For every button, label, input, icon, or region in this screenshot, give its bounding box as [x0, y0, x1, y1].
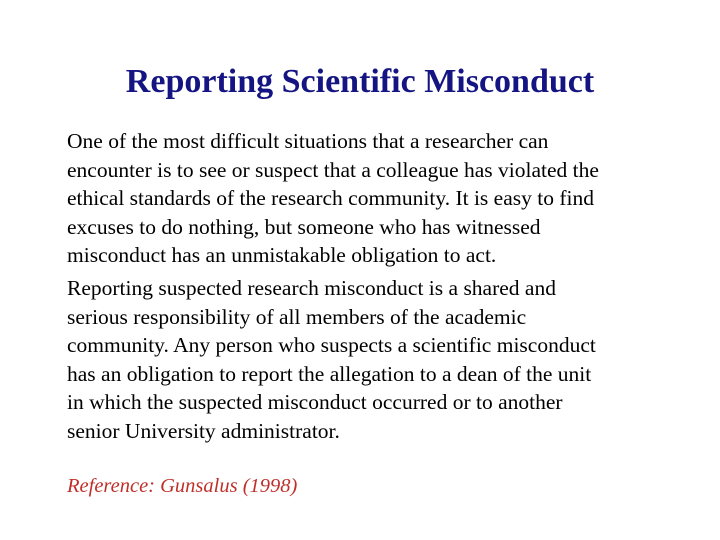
- slide-body: [67, 127, 687, 446]
- paragraph-2: [67, 274, 687, 446]
- paragraph-line: ethical standards of the research community. It is easy to find: [67, 186, 594, 211]
- paragraph-line: misconduct has an unmistakable obligation to act.: [67, 243, 497, 268]
- paragraph-line: in which the suspected misconduct occurred or to another: [67, 390, 563, 415]
- paragraph-line: senior University administrator.: [67, 418, 340, 443]
- paragraph-line: community. Any person who suspects a scientific misconduct: [67, 333, 596, 358]
- paragraph-line: Reporting suspected research misconduct is a shared and: [67, 275, 556, 300]
- paragraph-line: serious responsibility of all members of the academic: [67, 304, 527, 329]
- paragraph-line: One of the most difficult situations that a researcher can: [67, 129, 549, 153]
- paragraph-line: excuses to do nothing, but someone who has witnessed: [67, 214, 541, 239]
- reference-citation: Reference: Gunsalus (1998): [67, 475, 298, 497]
- slide-title: Reporting Scientific Misconduct: [125, 63, 595, 100]
- paragraph-1: [67, 127, 687, 270]
- paragraph-line: encounter is to see or suspect that a colleague has violated the: [67, 157, 599, 182]
- paragraph-line: has an obligation to report the allegation to a dean of the unit: [67, 361, 592, 386]
